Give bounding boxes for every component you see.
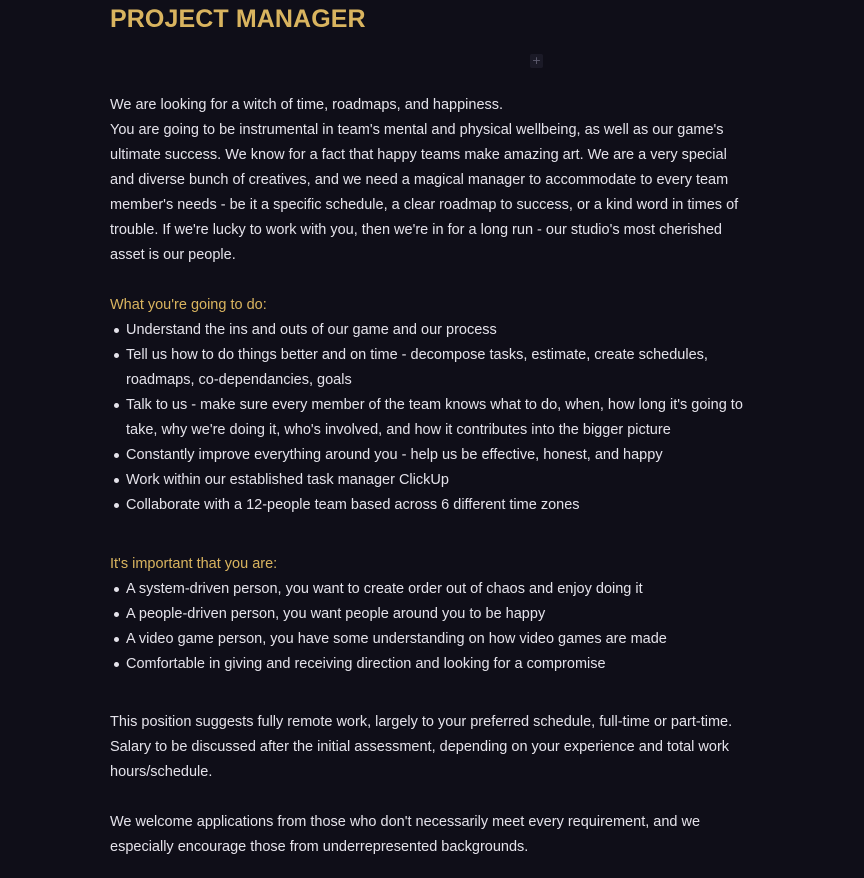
- intro-paragraph: You are going to be instrumental in team's mental and physical wellbeing, as well as our game's ultimate success. We know for a fact that happy teams make amazing art. We are a very special and diverse bunch of creatives, and we need a magical manager to accommodate to every team member's needs - be it a specific schedule, a clear roadmap to success, or a kind word in times of trouble. If we're lucky to work with you, then we're in for a long run - our studio's most cherished asset is our people.: [110, 122, 739, 263]
- list-item: Talk to us - make sure every member of the team knows what to do, when, how long it's going to take, why we're doing it, who's involved, and how it contributes into the bigger picture: [126, 393, 750, 443]
- responsibilities-section: [110, 293, 750, 518]
- list-item: A people-driven person, you want people around you to be happy: [126, 602, 750, 627]
- responsibilities-heading: What you're going to do:: [110, 297, 267, 313]
- list-item: A video game person, you have some understanding on how video games are made: [126, 627, 750, 652]
- requirements-list: [110, 577, 750, 677]
- list-item: A system-driven person, you want to create order out of chaos and enjoy doing it: [126, 577, 750, 602]
- job-posting-content: [110, 0, 750, 855]
- requirements-section: [110, 552, 750, 677]
- list-item: Understand the ins and outs of our game and our process: [126, 318, 750, 343]
- work-conditions-paragraph: This position suggests fully remote work, largely to your preferred schedule, full-time or part-time. Salary to be discussed after the initial assessment, depending on your experience and total work hours/schedule.: [110, 714, 733, 780]
- intro-section: [110, 93, 750, 268]
- job-title: PROJECT MANAGER: [110, 5, 366, 33]
- list-item: Constantly improve everything around you - help us be effective, honest, and happy: [126, 443, 750, 468]
- list-item: Collaborate with a 12-people team based across 6 different time zones: [126, 493, 750, 518]
- list-item: Work within our established task manager ClickUp: [126, 468, 750, 493]
- intro-tagline: We are looking for a witch of time, roadmaps, and happiness.: [110, 97, 504, 113]
- plus-icon[interactable]: +: [531, 54, 542, 67]
- requirements-heading: It's important that you are:: [110, 556, 278, 572]
- diversity-paragraph: We welcome applications from those who don't necessarily meet every requirement, and we especially encourage those from underrepresented backgrounds.: [110, 814, 701, 855]
- responsibilities-list: [110, 318, 750, 518]
- list-item: Tell us how to do things better and on time - decompose tasks, estimate, create schedules, roadmaps, co-dependancies, goals: [126, 343, 750, 393]
- list-item: Comfortable in giving and receiving direction and looking for a compromise: [126, 652, 750, 677]
